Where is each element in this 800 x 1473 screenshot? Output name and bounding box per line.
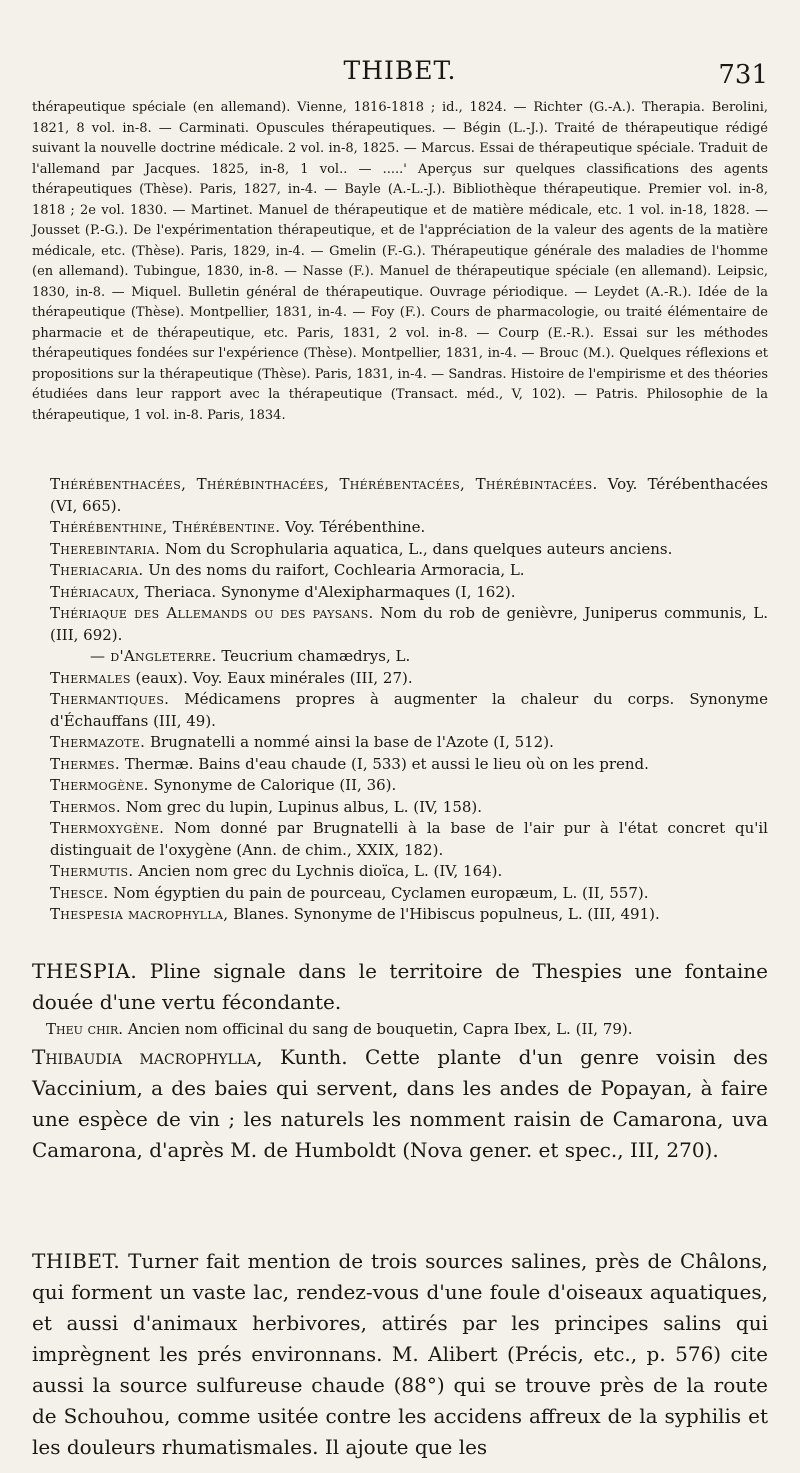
entry — [32, 517, 768, 539]
entry-headword: Thériaque des Allemands ou des paysans. — [50, 604, 374, 622]
entry-headword: Thermes. — [50, 754, 120, 773]
entry-headword: Thermantiques. — [50, 690, 170, 708]
entry-text: Médicamens propres à augmenter la chaleur du corps. Synonyme d'Échauffans (III, 49). — [50, 690, 768, 730]
entry — [32, 668, 768, 690]
entry-text: Theriaca. Synonyme d'Alexipharmaques (I, 162). — [144, 582, 516, 601]
entry-headword: Theriacaria. — [50, 561, 144, 579]
entry-text: Nom égyptien du pain de pourceau, Cyclamen europæum, L. (II, 557). — [113, 883, 649, 902]
entry — [32, 818, 768, 861]
entry — [32, 732, 768, 754]
entry — [32, 603, 768, 646]
entry — [32, 689, 768, 732]
entry-headword: THIBET. — [32, 1249, 121, 1273]
entry-headword: Thermogène. — [50, 776, 149, 794]
entry-text: (eaux). Voy. Eaux minérales (III, 27). — [135, 668, 413, 687]
entry-headword: THESPIA. — [32, 959, 138, 983]
entry — [32, 904, 768, 926]
page-header — [30, 56, 770, 96]
entry-headword: Thérébenthacées, Thérébinthacées, Thérébentacées, Thérébintacées. — [50, 475, 598, 493]
running-head: THIBET. — [343, 56, 457, 85]
entry-text: Synonyme de Calorique (II, 36). — [153, 776, 397, 794]
entry-text: Pline signale dans le territoire de Thespies une fontaine douée d'une vertu fécondante. — [32, 959, 769, 1014]
entry-headword: Thibaudia macrophylla, — [32, 1045, 263, 1069]
dictionary-entries — [32, 474, 768, 926]
entry-text: Brugnatelli a nommé ainsi la base de l'Azote (I, 512). — [150, 733, 554, 751]
entry — [32, 582, 768, 604]
entry-text: Voy. Térébenthacées (VI, 665). — [50, 475, 768, 515]
entry-headword: Thériacaux, — [50, 582, 140, 601]
entry-headword: Thérébenthine, Thérébentine. — [50, 518, 281, 536]
entry-headword: Thesce. — [50, 883, 109, 902]
entry-theu-chir — [32, 1018, 768, 1040]
entry-text: Kunth. Cette plante d'un genre voisin des Vaccinium, a des baies qui servent, dans les andes de Popayan, à faire une espèce de vin ; les naturels les nomment raisin de Camarona, uva Camarona, d'après M. de Humboldt (Nova gener. et spec., III, 270). — [32, 1045, 768, 1162]
entry-headword: Thermos. — [50, 797, 121, 816]
entry-headword: Therebintaria. — [50, 539, 161, 558]
entry — [32, 560, 768, 582]
entry — [32, 539, 768, 561]
entry-text: Teucrium chamædrys, L. — [221, 647, 411, 665]
entry-headword: — d'Angleterre. — [90, 647, 217, 665]
page-number: 731 — [718, 60, 768, 90]
entry — [32, 861, 768, 883]
entry-text: Voy. Térébenthine. — [285, 518, 426, 536]
entry-text: Ancien nom officinal du sang de bouquetin, Capra Ibex, L. (II, 79). — [127, 1020, 633, 1038]
entry — [32, 646, 768, 668]
entry-text: Blanes. Synonyme de l'Hibiscus populneus, L. (III, 491). — [233, 905, 660, 923]
entry — [32, 797, 768, 819]
entry-text: Turner fait mention de trois sources salines, près de Châlons, qui forment un vaste lac, rendez-vous d'une foule d'oiseaux aquatiques, et aussi d'animaux herbivores, attirés par les principes salins qui imprègnent les prés environnans. M. Alibert (Précis, etc., p. 576) cite aussi la source sulfureuse chaude (88°) qui se trouve près de la route de Schouhou, comme usitée contre les accidens affreux de la syphilis et les douleurs rhumatismales. Il ajoute que les — [32, 1249, 768, 1459]
entry-thibaudia — [32, 1042, 768, 1166]
entry-text: Un des noms du raifort, Cochlearia Armoracia, L. — [148, 561, 525, 579]
entry-headword: Thermoxygène. — [50, 819, 165, 837]
entry — [32, 883, 768, 905]
entry-text: Thermæ. Bains d'eau chaude (I, 533) et aussi le lieu où on les prend. — [124, 754, 649, 773]
entry-headword: Thermutis. — [50, 862, 134, 880]
entry-text: Nom grec du lupin, Lupinus albus, L. (IV, 158). — [125, 797, 483, 816]
entry — [32, 775, 768, 797]
entry-text: Ancien nom grec du Lychnis dioïca, L. (IV, 164). — [138, 862, 503, 880]
entry-headword: Thermazote. — [50, 733, 146, 751]
bibliography-paragraph: thérapeutique spéciale (en allemand). Vienne, 1816-1818 ; id., 1824. — Richter (G.-A.). Therapia. Berolini, 1821, 8 vol. in-8. — Carminati. Opuscules thérapeutiques. — Bégin (L.-J.). Traité de thérapeutique rédigé suivant la nouvelle doctrine médicale. 2 vol. in-8, 1825. — Marcus. Essai de thérapeutique spéciale. Traduit de l'allemand par Jacques. 1825, in-8, 1 vol.. — .....' Aperçus sur quelques classifications des agents thérapeutiques (Thèse). Paris, 1827, in-4. — Bayle (A.-L.-J.). Bibliothèque thérapeutique. Premier vol. in-8, 1818 ; 2e vol. 1830. — Martinet. Manuel de thérapeutique et de matière médicale, etc. 1 vol. in-18, 1828. — Jousset (P.-G.). De l'expérimentation thérapeutique, et de l'appréciation de la valeur des agents de la matière médicale, etc. (Thèse). Paris, 1829, in-4. — Gmelin (F.-G.). Thérapeutique générale des maladies de l'homme (en allemand). Tubingue, 1830, in-8. — Nasse (F.). Manuel de thérapeutique spéciale (en allemand). Leipsic, 1830, in-8. — Miquel. Bulletin général de thérapeutique. Ouvrage périodique. — Leydet (A.-R.). Idée de la thérapeutique (Thèse). Montpellier, 1831, in-4. — Foy (F.). Cours de pharmacologie, ou traité élémentaire de pharmacie et de thérapeutique, etc. Paris, 1831, 2 vol. in-8. — Courp (E.-R.). Essai sur les méthodes thérapeutiques fondées sur l'expérience (Thèse). Montpellier, 1831, in-4. — Brouc (M.). Quelques réflexions et propositions sur la thérapeutique (Thèse). Paris, 1831, in-4. — Sandras. Histoire de l'empirisme et des théories étudiées dans leur rapport avec la thérapeutique (Transact. méd., V, 102). — Patris. Philosophie de la thérapeutique, 1 vol. in-8. Paris, 1834. — [32, 100, 768, 423]
entry — [32, 754, 768, 776]
entry-text: Nom du rob de genièvre, Juniperus communis, L. (III, 692). — [50, 604, 768, 644]
entry-text: Nom donné par Brugnatelli à la base de l'air pur à l'état concret qu'il distinguait de l'oxygène (Ann. de chim., XXIX, 182). — [50, 819, 768, 859]
entry-headword: Thespesia macrophylla, — [50, 905, 229, 923]
entry — [32, 474, 768, 517]
entry-thespia — [32, 956, 768, 1018]
entry-headword: Theu chir. — [46, 1020, 124, 1038]
entry-headword: Thermales — [50, 668, 131, 687]
entry-text: Nom du Scrophularia aquatica, L., dans quelques auteurs anciens. — [165, 539, 673, 558]
entry-thibet — [32, 1246, 768, 1463]
